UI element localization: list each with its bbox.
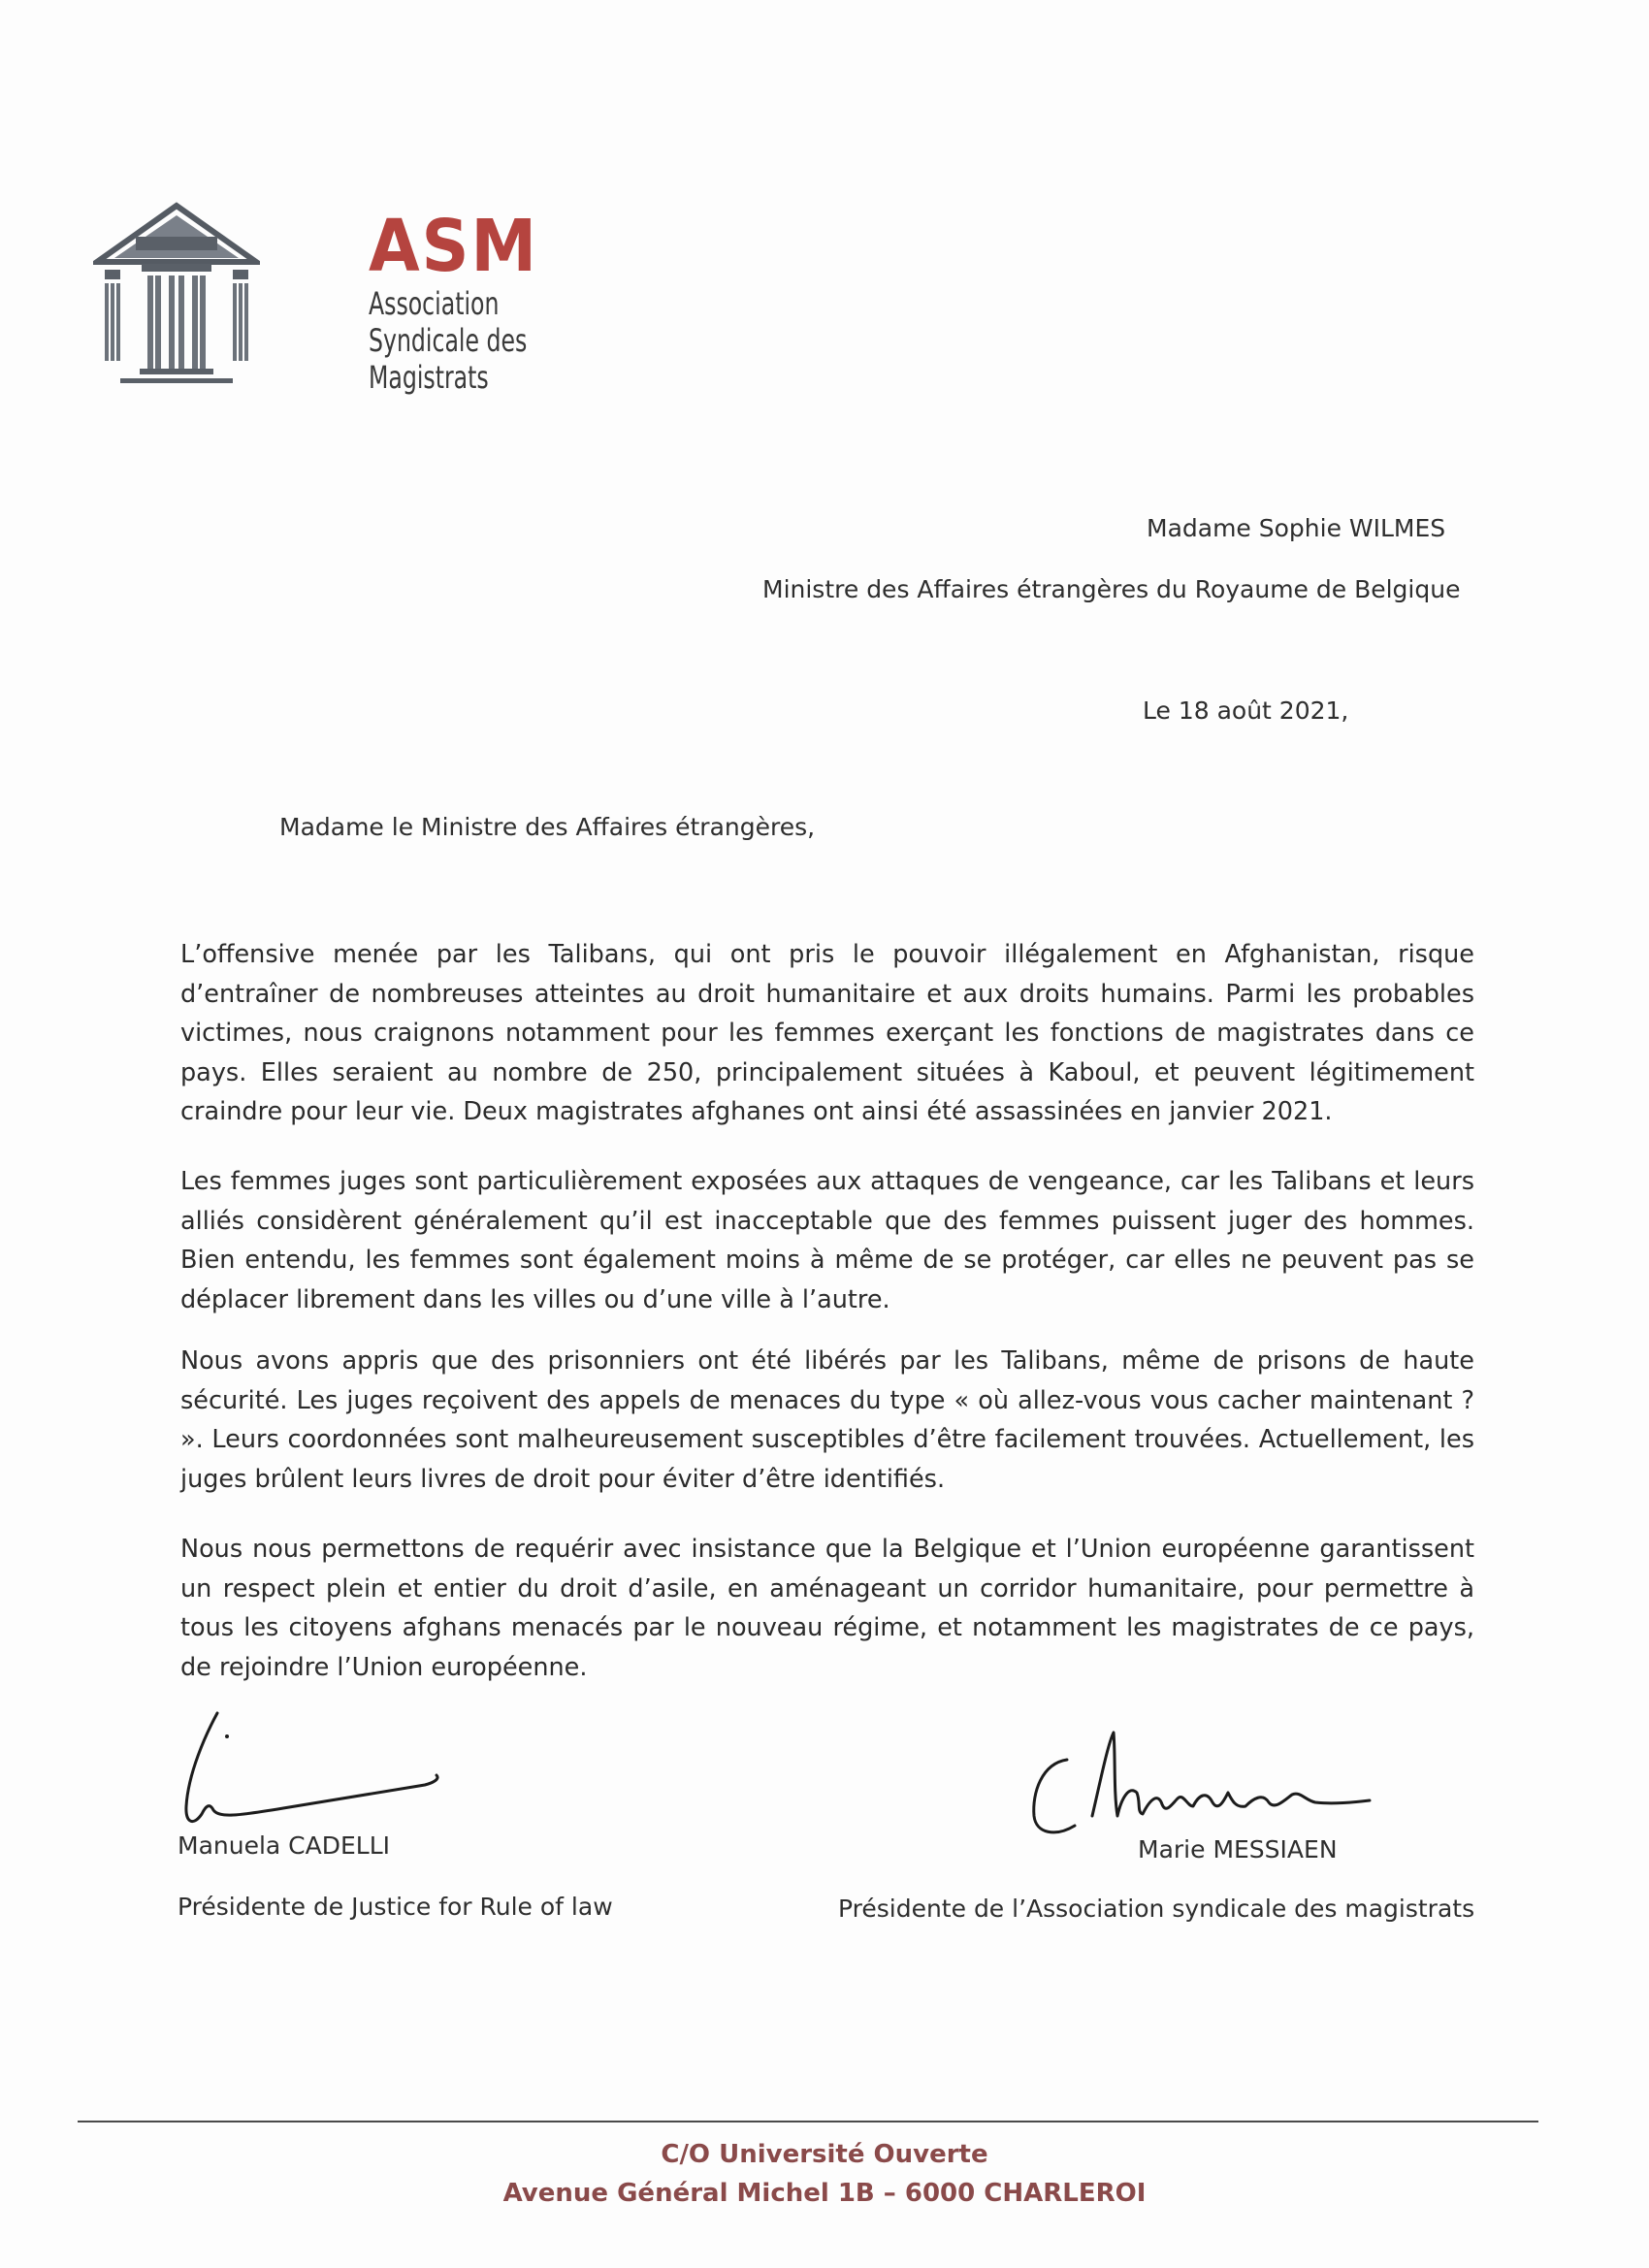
courthouse-icon [93,202,260,386]
recipient-title: Ministre des Affaires étrangères du Royaume de Belgique [762,575,1461,603]
logo-line-2: Syndicale des [369,322,528,359]
signature-cadelli [177,1705,468,1841]
paragraph-1: L’offensive menée par les Talibans, qui ont pris le pouvoir illégalement en Afghanistan, risque d’entraîner de nombreuses atteintes au droit humanitaire et aux droits humains. Parmi les probables victimes, nous craignons notamment pour les femmes exerçant les fonctions de magistrates dans ce pays. Elles seraient au nombre de 250, principalement situées à Kaboul, et peuvent légitimement craindre pour leur vie. Deux magistrates afghanes ont ainsi été assassinées en janvier 2021. [180,940,1474,1126]
paragraph-4: Nous nous permettons de requérir avec insistance que la Belgique et l’Union européenne garantissent un respect plein et entier du droit d’asile, en aménageant un corridor humanitaire, pour permettre à tous les citoyens afghans menacés par le nouveau régime, et notamment les magistrates de ce pays, de rejoindre l’Union européenne. [180,1535,1474,1682]
signatory-1-name: Manuela CADELLI [178,1831,391,1860]
signatory-2-name: Marie MESSIAEN [1138,1835,1338,1863]
signatory-2-role: Présidente de l’Association syndicale des magistrats [838,1895,1475,1923]
paragraph-2: Les femmes juges sont particulièrement exposées aux attaques de vengeance, car les Talibans et leurs alliés considèrent généralement qu’il est inacceptable que des femmes puissent juger des hommes. Bien entendu, les femmes sont également moins à même de se protéger, car elles ne peuvent pas se déplacer librement dans les villes ou d’une ville à l’autre. [180,1167,1474,1314]
salutation: Madame le Ministre des Affaires étrangères, [279,813,816,841]
logo-line-1: Association [369,285,500,322]
paragraph-3: Nous avons appris que des prisonniers ont été libérés par les Talibans, même de prisons de haute sécurité. Les juges reçoivent des appels de menaces du type « où allez-vous vous cacher maintenant ? ». Leurs coordonnées sont malheureusement susceptibles d’être facilement trouvées. Actuellement, les juges brûlent leurs livres de droit pour éviter d’être identifiés. [180,1346,1474,1494]
signatory-1-role: Présidente de Justice for Rule of law [178,1893,613,1921]
logo-acronym: ASM [369,205,539,288]
footer-line-1: C/O Université Ouverte [661,2140,988,2169]
logo-wordmark [369,205,562,396]
recipient-name: Madame Sophie WILMES [1147,514,1446,542]
letter-date: Le 18 août 2021, [1143,697,1349,725]
footer-line-2: Avenue Général Michel 1B – 6000 CHARLEROI [502,2179,1147,2208]
logo-line-3: Magistrats [369,359,489,396]
footer-divider [78,2121,1538,2122]
